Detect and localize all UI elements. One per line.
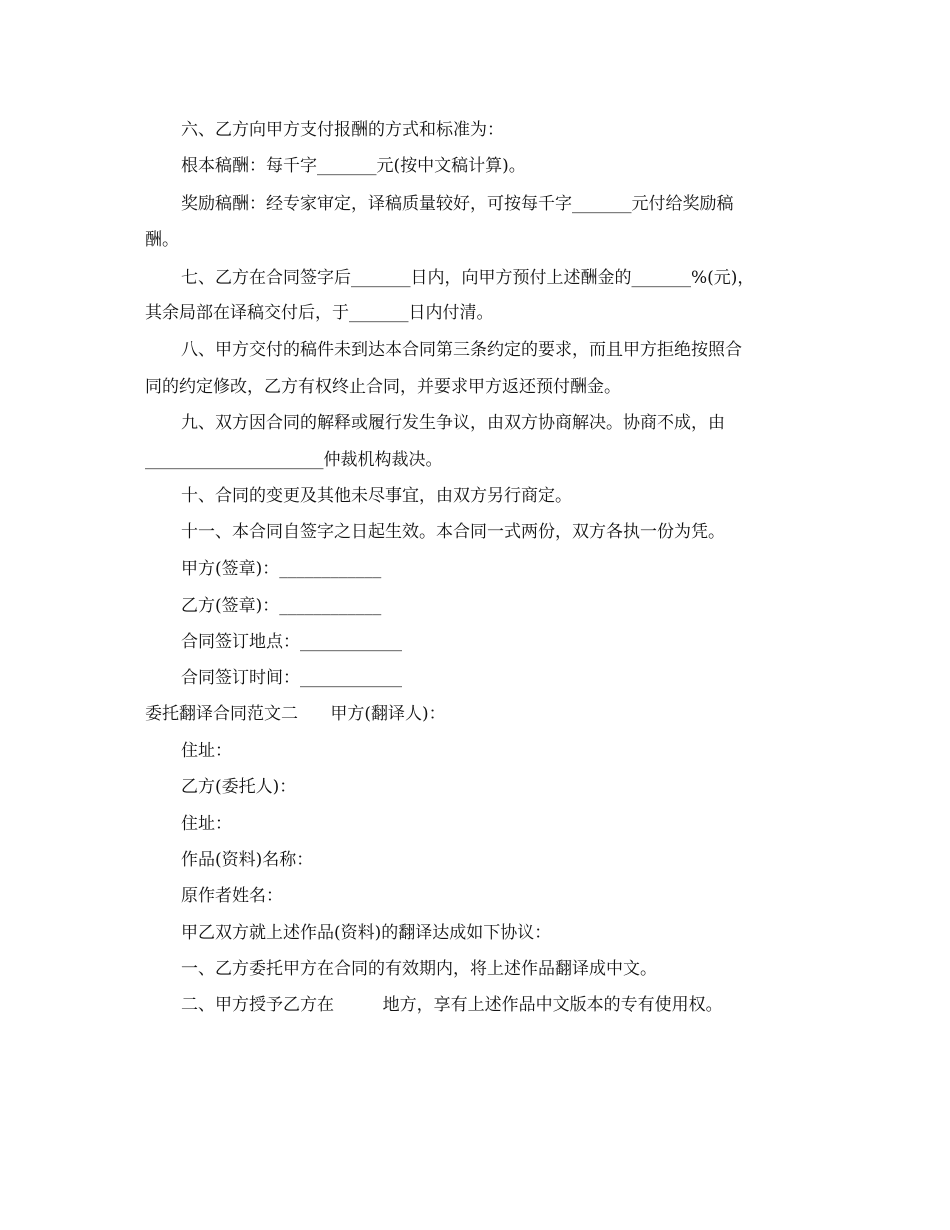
sample-two-clause-1-line: 一、乙方委托甲方在合同的有效期内，将上述作品翻译成中文。 — [181, 959, 657, 979]
work-title-line: 作品(资料)名称： — [181, 850, 314, 870]
base-fee-line: 根本稿酬：每千字_______元(按中文稿计算)。 — [181, 156, 526, 176]
clause-8-line-continued: 同的约定修改，乙方有权终止合同，并要求甲方返还预付酬金。 — [145, 377, 621, 397]
clause-8-line: 八、甲方交付的稿件未到达本合同第三条约定的要求，而且甲方拒绝按照合 — [181, 340, 742, 360]
bonus-fee-line-continued: 酬。 — [145, 230, 179, 250]
agreement-intro-line: 甲乙双方就上述作品(资料)的翻译达成如下协议： — [181, 923, 552, 943]
clause-9-line-continued: _____________________仲裁机构裁决。 — [145, 450, 443, 470]
party-b-line: 乙方(委托人)： — [181, 777, 297, 797]
party-b-address-line: 住址： — [181, 814, 232, 834]
party-b-signature-line: 乙方(签章)：____________ — [181, 596, 382, 616]
clause-11-line: 十一、本合同自签字之日起生效。本合同一式两份，双方各执一份为凭。 — [181, 522, 725, 542]
sample-two-clause-2-line: 二、甲方授予乙方在 地方，享有上述作品中文版本的专有使用权。 — [181, 995, 723, 1015]
clause-10-line: 十、合同的变更及其他未尽事宜，由双方另行商定。 — [181, 486, 572, 506]
original-author-line: 原作者姓名： — [181, 886, 283, 906]
clause-9-line: 九、双方因合同的解释或履行发生争议，由双方协商解决。协商不成，由 — [181, 413, 725, 433]
signing-time-line: 合同签订时间：____________ — [181, 668, 402, 688]
bonus-fee-line: 奖励稿酬：经专家审定，译稿质量较好，可按每千字_______元付给奖励稿 — [181, 194, 734, 214]
sample-two-title-line: 委托翻译合同范文二 甲方(翻译人)： — [145, 704, 446, 724]
clause-7-line: 七、乙方在合同签字后_______日内，向甲方预付上述酬金的_______%(元)， — [181, 268, 755, 288]
signing-place-line: 合同签订地点：____________ — [181, 632, 402, 652]
clause-7-line-continued: 其余局部在译稿交付后，于_______日内付清。 — [145, 303, 494, 323]
clause-6-heading: 六、乙方向甲方支付报酬的方式和标准为： — [181, 120, 504, 140]
party-a-signature-line: 甲方(签章)：____________ — [181, 559, 382, 579]
party-a-address-line: 住址： — [181, 741, 232, 761]
